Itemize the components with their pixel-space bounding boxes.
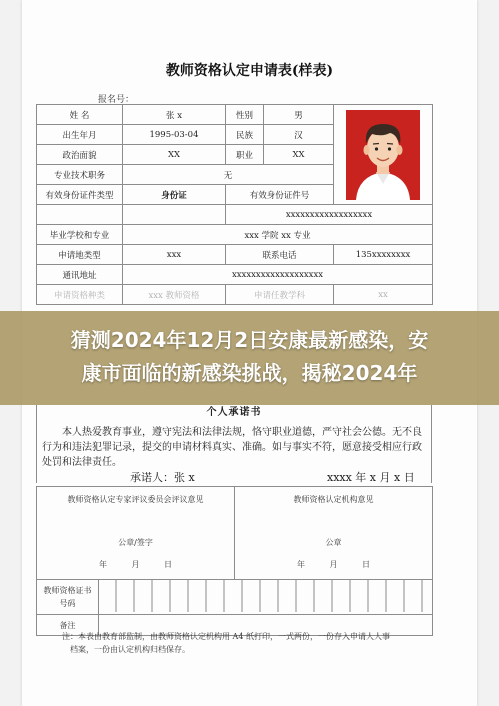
political-value: XX	[123, 145, 226, 165]
avatar-icon	[346, 110, 420, 200]
agency-opinion-heading: 教师资格认定机构意见	[293, 495, 374, 504]
promise-signer: 承诺人：张 x	[130, 471, 195, 484]
photo-cell	[334, 105, 433, 205]
ethnic-value: 汉	[264, 125, 334, 145]
id-type-value: 身份证	[123, 185, 226, 205]
job-label: 职业	[226, 145, 264, 165]
promise-text: 本人热爱教育事业，遵守宪法和法律法规，恪守职业道德，严守社会公德。无不良行为和违法犯罪记录，提交的申请材料真实、准确。如与事实不符，愿意接受相应行政处罚和法律责任。	[42, 427, 422, 468]
expert-opinion-heading: 教师资格认定专家评议委员会评议意见	[67, 495, 204, 504]
id-number-value: xxxxxxxxxxxxxxxxxx	[226, 205, 433, 225]
place-label: 申请地类型	[37, 245, 123, 265]
gender-label: 性别	[226, 105, 264, 125]
cert-number-boxes	[99, 580, 433, 612]
job-value: XX	[264, 145, 334, 165]
cert-number-grid	[99, 580, 433, 615]
expert-date-line: 年 月 日	[98, 560, 173, 569]
address-label: 通讯地址	[37, 265, 123, 285]
birth-value: 1995-03-04	[123, 125, 226, 145]
cert-number-label	[37, 580, 99, 615]
subject-label: 申请任教学科	[226, 285, 334, 305]
title-value: 无	[123, 165, 334, 185]
subject-value: xx	[334, 285, 433, 305]
title-label: 专业技术职务	[37, 165, 123, 185]
birth-label: 出生年月	[37, 125, 123, 145]
cert-number-label-line-2: 号码	[59, 599, 76, 608]
form-footnote	[62, 630, 440, 656]
name-value: 张 x	[123, 105, 226, 125]
promise-date: xxxx 年 x 月 x 日	[327, 471, 415, 484]
gender-value: 男	[264, 105, 334, 125]
agency-seal: 公章	[325, 538, 342, 547]
promise-heading: 个人承诺书	[206, 407, 262, 418]
school-value: xxx 学院 xx 专业	[123, 225, 433, 245]
political-label: 政治面貌	[37, 145, 123, 165]
applicant-info-table	[36, 104, 433, 305]
id-type-label: 有效身份证件类型	[37, 185, 123, 205]
ethnic-label: 民族	[226, 125, 264, 145]
remark-label: 备注	[37, 615, 99, 636]
school-label: 毕业学校和专业	[37, 225, 123, 245]
headline-banner	[0, 311, 499, 405]
cert-number-label-line-1: 教师资格证书	[43, 586, 92, 595]
promise-sign-row	[36, 465, 432, 487]
phone-value: 135xxxxxxxx	[334, 245, 433, 265]
id-number-label: 有效身份证件号	[226, 185, 334, 205]
id-type-label-spacer	[37, 205, 123, 225]
headline-line-1: 猜测2024年12月2日安康最新感染，安	[70, 328, 429, 352]
footnote-line-2: 档案，一份由认定机构归档保存。	[70, 645, 190, 654]
approval-table	[36, 486, 433, 636]
address-value: xxxxxxxxxxxxxxxxxxx	[123, 265, 433, 285]
serial-number-label: 报名号：	[98, 95, 135, 105]
cert-type-value: xxx 教师资格	[123, 285, 226, 305]
phone-label: 联系电话	[226, 245, 334, 265]
agency-date-line: 年 月 日	[296, 560, 371, 569]
headline-line-2: 康市面临的新感染挑战，揭秘2024年	[81, 361, 418, 385]
expert-opinion-cell	[37, 487, 235, 580]
applicant-photo	[346, 110, 420, 200]
form-title: 教师资格认定申请表(样表)	[165, 63, 334, 79]
expert-seal-sign: 公章/签字	[118, 538, 153, 547]
footnote-line-1: 注：本表由教育部监制，由教师资格认定机构用 A4 纸打印，一式两份，一份存入申请人人事	[62, 632, 390, 641]
cert-type-label: 申请资格种类	[37, 285, 123, 305]
id-type-value-spacer	[123, 205, 226, 225]
place-value: xxx	[123, 245, 226, 265]
name-label: 姓 名	[37, 105, 123, 125]
agency-opinion-cell	[235, 487, 433, 580]
